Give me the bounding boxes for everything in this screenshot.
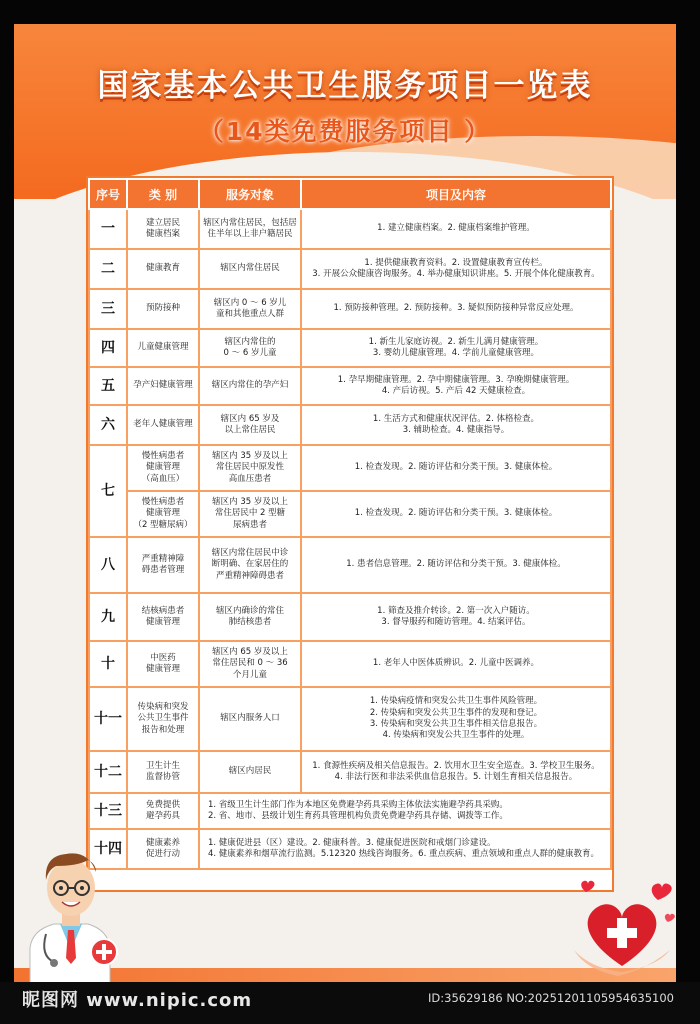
cell-line: 1. 提供健康教育资料。2. 设置健康教育宣传栏。 xyxy=(364,257,548,268)
cell-line: 监督协管 xyxy=(145,772,180,782)
cell-category xyxy=(127,445,199,491)
page-subtitle: （14类免费服务项目 ） xyxy=(198,117,492,146)
header-seq: 序号 xyxy=(89,179,127,209)
cell-line: 免费提供 xyxy=(145,799,180,810)
frame-top xyxy=(0,0,700,24)
cell-line: 1. 筛查及推介转诊。2. 第一次入户随访。 xyxy=(377,605,535,616)
cell-line: 辖区内 65 岁及 xyxy=(220,413,280,424)
cell-line: 1. 省级卫生计生部门作为本地区免费避孕药具采购主体依法实施避孕药具采购。 xyxy=(208,799,508,810)
cell-line: 1. 孕早期健康管理。2. 孕中期健康管理。3. 孕晚期健康管理。 xyxy=(337,374,575,385)
cell-seq: 十三 xyxy=(89,793,127,829)
cell-seq: 九 xyxy=(89,593,127,641)
cell-target xyxy=(199,537,301,593)
cell-content xyxy=(301,491,611,537)
page-title: 国家基本公共卫生服务项目一览表 xyxy=(97,68,593,104)
watermark-logo: 昵图网 www.nipic.com xyxy=(22,990,253,1011)
cell-seq: 六 xyxy=(89,405,127,445)
cell-target xyxy=(199,641,301,687)
cell-line: 3. 开展公众健康咨询服务。4. 举办健康知识讲座。5. 开展个体化健康教育。 xyxy=(312,269,600,279)
table-row xyxy=(89,209,611,249)
cell-line: 高血压患者 xyxy=(228,473,272,484)
cell-seq: 二 xyxy=(89,249,127,289)
table-row xyxy=(89,329,611,367)
cell-line: 2. 传染病和突发公共卫生事件的发现和登记。 xyxy=(369,707,543,718)
cell-category xyxy=(127,641,199,687)
cell-category xyxy=(127,793,199,829)
cell-line: 报告和处理 xyxy=(141,724,185,735)
cell-line: 中医药 xyxy=(150,652,176,663)
hearts-medical-cross-icon xyxy=(566,870,680,982)
table-row xyxy=(89,687,611,751)
cell-line: 卫生计生 xyxy=(145,760,180,771)
table-row xyxy=(89,289,611,329)
cell-line: 辖区内居民 xyxy=(228,766,272,777)
cell-line: 4. 非法行医和非法采供血信息报告。5. 计划生育相关信息报告。 xyxy=(334,772,578,782)
cell-category xyxy=(127,751,199,793)
cell-target xyxy=(199,751,301,793)
cell-line: 健康管理 xyxy=(145,508,180,519)
cell-target xyxy=(199,491,301,537)
cell-line: 1. 预防接种管理。2. 预防接种。3. 疑似预防接种异常反应处理。 xyxy=(333,303,579,314)
cell-content xyxy=(301,289,611,329)
cell-content xyxy=(301,329,611,367)
table-row xyxy=(89,829,611,869)
cell-line: （高血压） xyxy=(141,473,185,484)
header-target: 服务对象 xyxy=(199,179,301,209)
cell-line: 慢性病患者 xyxy=(141,450,185,461)
watermark-id: ID:35629186 NO:20251201105954635100 xyxy=(428,991,674,1005)
cell-line: 严重精神障碍患者 xyxy=(215,570,284,581)
cell-content xyxy=(301,445,611,491)
cell-line: 4. 健康素养和烟草流行监测。5.12320 热线咨询服务。6. 重点疾病、重点领域和重点人群的健康教育。 xyxy=(208,849,599,859)
cell-target xyxy=(199,445,301,491)
cell-line: 1. 新生儿家庭访视。2. 新生儿满月健康管理。 xyxy=(368,336,544,347)
cell-line: 1. 建立健康档案。2. 健康档案维护管理。 xyxy=(377,223,535,234)
cell-line: 辖区内确诊的常住 xyxy=(215,605,284,616)
cell-target xyxy=(199,593,301,641)
table-row xyxy=(89,793,611,829)
cell-line: 1. 健康促进县（区）建设。2. 健康科普。3. 健康促进医院和戒烟门诊建设。 xyxy=(208,837,496,848)
cell-category xyxy=(127,829,199,869)
cell-seq: 十 xyxy=(89,641,127,687)
cell-line: 孕产妇健康管理 xyxy=(133,380,193,391)
frame-left xyxy=(0,0,14,1024)
cell-line: 传染病和突发 xyxy=(137,701,189,712)
cell-line: 避孕药具 xyxy=(145,811,180,821)
cell-seq: 四 xyxy=(89,329,127,367)
cell-line: （2 型糖尿病） xyxy=(133,519,193,530)
cell-content xyxy=(301,641,611,687)
cell-content xyxy=(301,367,611,405)
cell-line: 断明确、在家居住的 xyxy=(211,559,289,570)
cell-line: 1. 检查发现。2. 随访评估和分类干预。3. 健康体检。 xyxy=(354,508,558,519)
cell-line: 2. 省、地市、县级计划生育药具管理机构负责免费避孕药具存储、调拨等工作。 xyxy=(208,811,508,821)
cell-target xyxy=(199,329,301,367)
cell-line: 肺结核患者 xyxy=(228,617,272,627)
cell-category xyxy=(127,329,199,367)
cell-line: 常住居民和 0 ～ 36 xyxy=(212,658,288,669)
cell-content xyxy=(301,209,611,249)
cell-target xyxy=(199,249,301,289)
cell-line: 健康管理 xyxy=(145,462,180,473)
cell-line: 尿病患者 xyxy=(232,519,267,530)
cell-category xyxy=(127,367,199,405)
cell-seq: 十四 xyxy=(89,829,127,869)
cell-category xyxy=(127,491,199,537)
cell-line: 3. 督导服药和随访管理。4. 结案评估。 xyxy=(381,617,531,627)
cell-content xyxy=(301,405,611,445)
cell-line: 1. 传染病疫情和突发公共卫生事件风险管理。 xyxy=(369,696,543,707)
table-row xyxy=(89,445,611,491)
cell-seq: 一 xyxy=(89,209,127,249)
cell-line: 辖区内常住居民 xyxy=(220,263,280,274)
cell-line: 严重精神障 xyxy=(141,553,185,564)
cell-seq: 十二 xyxy=(89,751,127,793)
table-row xyxy=(89,593,611,641)
table-row xyxy=(89,537,611,593)
cell-line: 健康教育 xyxy=(145,263,180,274)
service-table xyxy=(88,178,612,870)
cell-seq: 五 xyxy=(89,367,127,405)
cell-seq: 三 xyxy=(89,289,127,329)
cell-line: 1. 老年人中医体质辨识。2. 儿童中医调养。 xyxy=(372,658,540,669)
cell-seq: 七 xyxy=(89,445,127,537)
cell-line: 4. 传染病和突发公共卫生事件的处理。 xyxy=(382,730,530,741)
table-header-row xyxy=(89,179,611,209)
cell-line: 辖区内常住居民中诊 xyxy=(211,547,289,558)
cell-line: 1. 患者信息管理。2. 随访评估和分类干预。3. 健康体检。 xyxy=(346,559,566,570)
cell-content xyxy=(199,793,611,829)
cell-line: 常住居民中 2 型糖 xyxy=(214,508,286,519)
cell-category xyxy=(127,687,199,751)
cell-line: 健康素养 xyxy=(145,837,180,848)
cell-line: 辖区内 35 岁及以上 xyxy=(212,450,288,461)
cell-line: 辖区内 65 岁及以上 xyxy=(212,646,288,657)
cell-line: 以上常住居民 xyxy=(224,425,276,435)
header-content: 项目及内容 xyxy=(301,179,611,209)
cell-line: 童和其他重点人群 xyxy=(215,309,284,319)
service-table-container xyxy=(86,176,614,892)
cell-target xyxy=(199,405,301,445)
cell-line: 碍患者管理 xyxy=(141,565,185,575)
cell-line: 1. 生活方式和健康状况评估。2. 体格检查。 xyxy=(372,413,540,424)
cell-content xyxy=(199,829,611,869)
cell-line: 预防接种 xyxy=(145,303,180,314)
table-body xyxy=(89,209,611,869)
cell-line: 1. 检查发现。2. 随访评估和分类干预。3. 健康体检。 xyxy=(354,462,558,473)
cell-target xyxy=(199,209,301,249)
cell-line: 常住居民中原发性 xyxy=(215,462,284,473)
table-row xyxy=(89,405,611,445)
cell-line: 3. 辅助检查。4. 健康指导。 xyxy=(402,425,510,435)
cell-line: 辖区内常住的 xyxy=(224,336,276,347)
cell-line: 老年人健康管理 xyxy=(133,419,193,430)
cell-category xyxy=(127,405,199,445)
cell-line: 3. 婴幼儿健康管理。4. 学前儿童健康管理。 xyxy=(372,348,540,358)
cell-line: 慢性病患者 xyxy=(141,496,185,507)
cell-line: 健康管理 xyxy=(145,617,180,627)
cell-category xyxy=(127,209,199,249)
cell-line: 结核病患者 xyxy=(141,605,185,616)
cell-category xyxy=(127,593,199,641)
cell-line: 辖区内常住的孕产妇 xyxy=(211,380,289,391)
cell-seq: 八 xyxy=(89,537,127,593)
table-row xyxy=(89,641,611,687)
cell-content xyxy=(301,687,611,751)
cell-line: 儿童健康管理 xyxy=(137,342,189,353)
cell-line: 辖区内常住居民，包括居 xyxy=(203,217,297,228)
cell-content xyxy=(301,249,611,289)
cell-line: 1. 食源性疾病及相关信息报告。2. 饮用水卫生安全巡查。3. 学校卫生服务。 xyxy=(312,760,600,771)
cell-line: 促进行动 xyxy=(145,849,180,859)
doctor-cartoon-icon xyxy=(16,838,126,983)
cell-line: 辖区内 0 ～ 6 岁儿 xyxy=(213,297,287,308)
cell-content xyxy=(301,751,611,793)
cell-line: 建立居民 xyxy=(145,217,180,228)
cell-target xyxy=(199,367,301,405)
cell-line: 个月儿童 xyxy=(232,669,267,680)
cell-line: 3. 传染病和突发公共卫生事件相关信息报告。 xyxy=(369,719,543,729)
table-row xyxy=(89,249,611,289)
cell-target xyxy=(199,289,301,329)
cell-line: 健康档案 xyxy=(145,229,180,239)
cell-line: 公共卫生事件 xyxy=(137,713,189,724)
table-row xyxy=(89,751,611,793)
cell-category xyxy=(127,249,199,289)
cell-line: 住半年以上非户籍居民 xyxy=(207,229,293,239)
table-row xyxy=(89,367,611,405)
cell-line: 4. 产后访视。5. 产后 42 天健康检查。 xyxy=(381,386,531,396)
cell-line: 健康管理 xyxy=(145,664,180,674)
cell-content xyxy=(301,537,611,593)
cell-category xyxy=(127,289,199,329)
cell-line: 辖区内 35 岁及以上 xyxy=(212,496,288,507)
cell-content xyxy=(301,593,611,641)
cell-category xyxy=(127,537,199,593)
cell-line: 辖区内服务人口 xyxy=(220,713,280,724)
cell-seq: 十一 xyxy=(89,687,127,751)
cell-line: 0 ～ 6 岁儿童 xyxy=(223,348,277,358)
cell-target xyxy=(199,687,301,751)
table-row xyxy=(89,491,611,537)
header-category: 类 别 xyxy=(127,179,199,209)
